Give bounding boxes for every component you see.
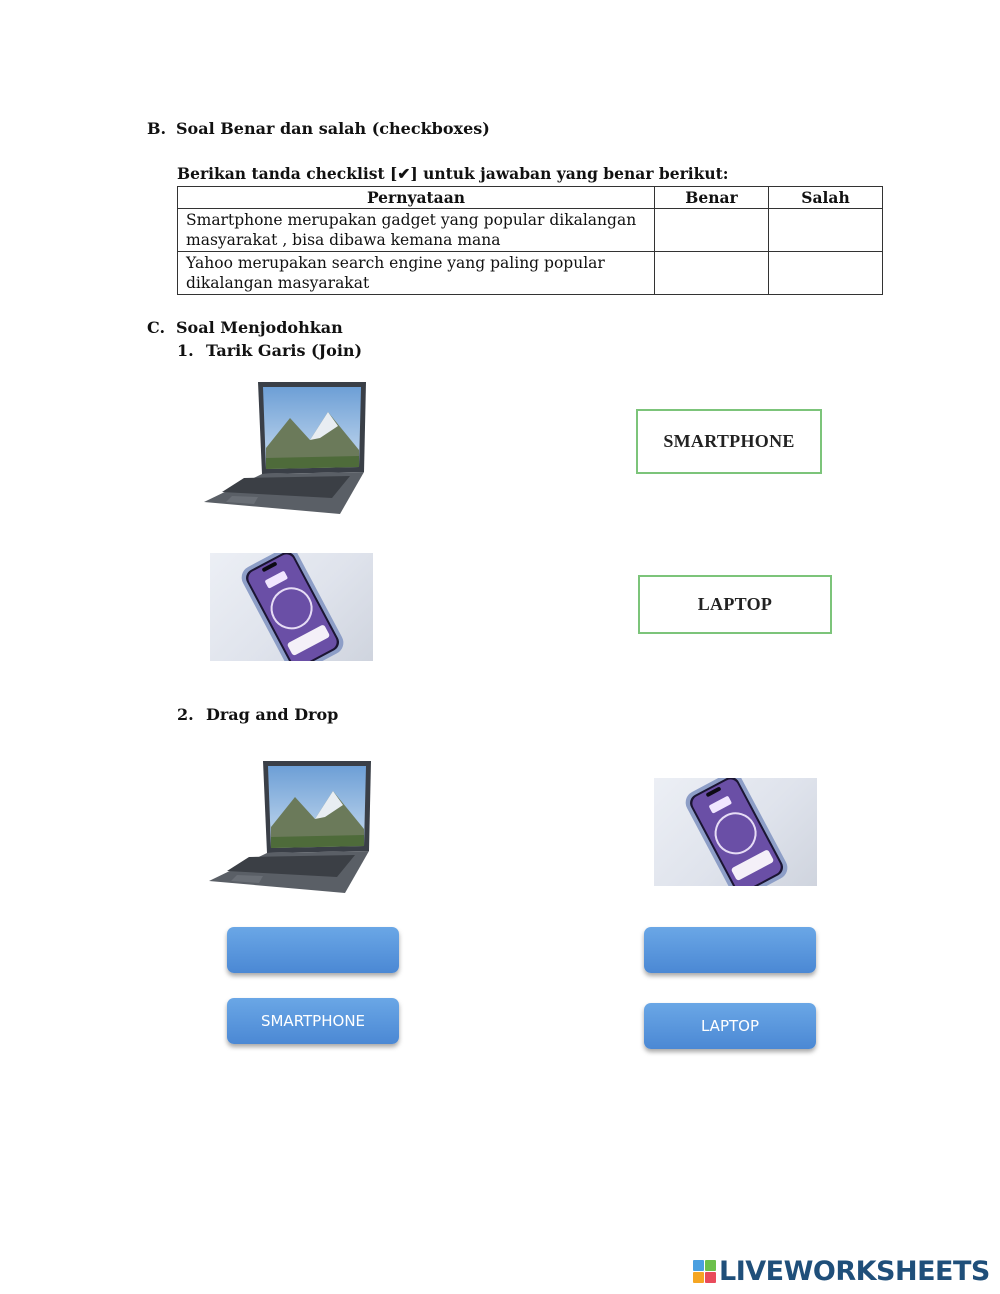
logo-tiles-icon <box>693 1260 716 1283</box>
part1-marker: 1. <box>177 341 194 360</box>
statement-cell: Smartphone merupakan gadget yang popular dikalangan masyarakat , bisa dibawa kemana mana <box>178 209 655 252</box>
table-row <box>178 209 883 252</box>
laptop-image <box>205 757 375 897</box>
true-false-table <box>177 186 883 295</box>
drag-item-smartphone[interactable]: SMARTPHONE <box>227 998 399 1044</box>
table-row <box>178 252 883 295</box>
section-c-heading <box>147 318 343 337</box>
salah-checkbox-cell[interactable] <box>769 209 883 252</box>
logo-text: LIVEWORKSHEETS <box>719 1256 990 1287</box>
smartphone-word-box[interactable]: SMARTPHONE <box>636 409 822 474</box>
part1-heading <box>177 341 362 360</box>
drop-target-laptop[interactable] <box>227 927 399 973</box>
section-b-marker: B. <box>147 119 167 138</box>
part2-marker: 2. <box>177 705 194 724</box>
logo-tile <box>693 1272 704 1283</box>
part2-title: Drag and Drop <box>206 705 339 724</box>
liveworksheets-logo <box>693 1256 990 1287</box>
laptop-word-box[interactable]: LAPTOP <box>638 575 832 634</box>
logo-tile <box>705 1272 716 1283</box>
header-pernyataan: Pernyataan <box>178 187 655 209</box>
logo-tile <box>705 1260 716 1271</box>
smartphone-image <box>654 778 817 886</box>
part1-title: Tarik Garis (Join) <box>206 341 363 360</box>
statement-cell: Yahoo merupakan search engine yang paling popular dikalangan masyarakat <box>178 252 655 295</box>
instruction-text: Berikan tanda checklist [✔] untuk jawaban yang benar berikut: <box>177 164 729 183</box>
part2-heading <box>177 705 338 724</box>
benar-checkbox-cell[interactable] <box>655 209 769 252</box>
benar-checkbox-cell[interactable] <box>655 252 769 295</box>
header-benar: Benar <box>655 187 769 209</box>
drop-target-smartphone[interactable] <box>644 927 816 973</box>
salah-checkbox-cell[interactable] <box>769 252 883 295</box>
section-b-heading <box>147 119 490 138</box>
header-salah: Salah <box>769 187 883 209</box>
section-c-title: Soal Menjodohkan <box>176 318 343 337</box>
section-b-title: Soal Benar dan salah (checkboxes) <box>176 119 490 138</box>
section-c-marker: C. <box>147 318 166 337</box>
logo-tile <box>693 1260 704 1271</box>
drag-item-laptop[interactable]: LAPTOP <box>644 1003 816 1049</box>
table-header-row <box>178 187 883 209</box>
laptop-image <box>200 378 370 518</box>
smartphone-image <box>210 553 373 661</box>
